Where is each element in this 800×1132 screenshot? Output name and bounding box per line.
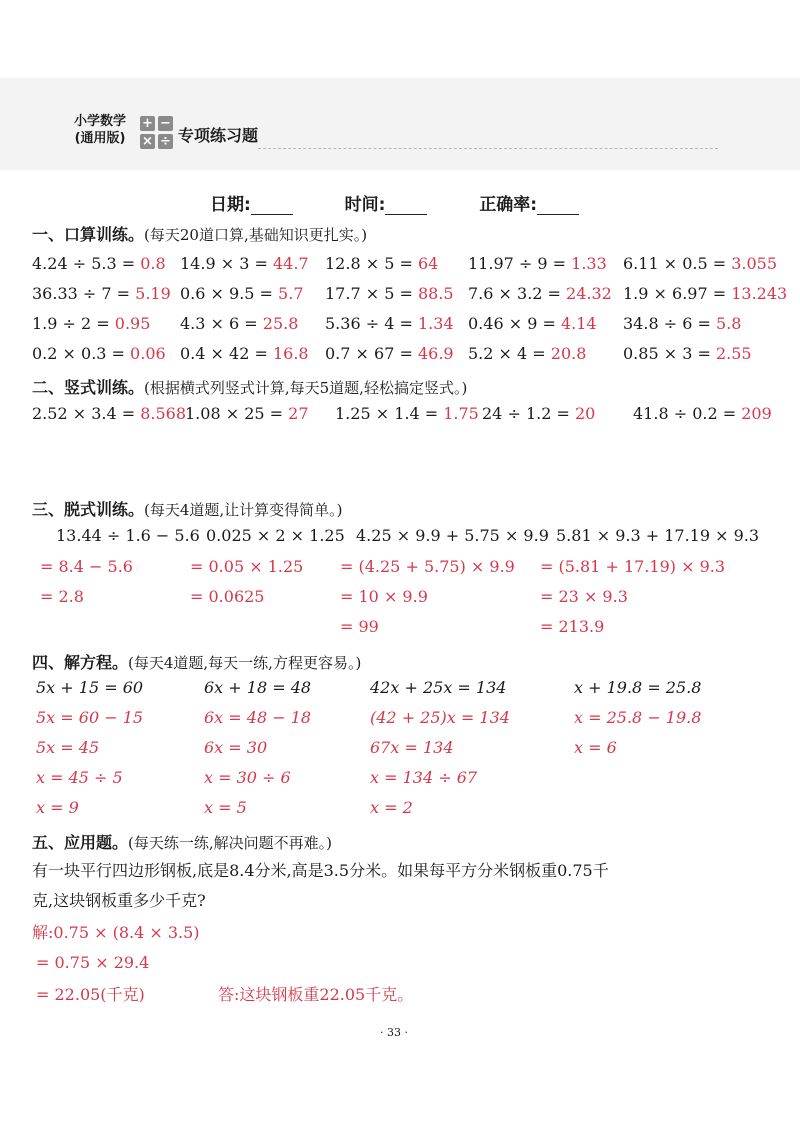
stepwise-step: = (4.25 + 5.75) × 9.9	[340, 557, 515, 576]
oral-problem	[180, 313, 298, 335]
oral-problem	[623, 343, 752, 365]
section-note: (每天4道题,每天一练,方程更容易。)	[128, 654, 362, 672]
answer-text: 5.8	[715, 314, 742, 333]
operator-icons	[140, 116, 174, 150]
equation-step: x = 2	[370, 798, 413, 817]
problem-text: 5.2 × 4 =	[468, 344, 551, 363]
problem-text: 11.97 ÷ 9 =	[468, 254, 572, 273]
answer-text: 64	[417, 254, 439, 273]
answer-text: 20	[574, 404, 596, 423]
equation-problem: 6x + 18 = 48	[204, 678, 312, 697]
problem-text: 0.2 × 0.3 =	[32, 344, 131, 363]
stepwise-step: = 0.05 × 1.25	[190, 557, 304, 576]
answer-text: 1.34	[417, 314, 454, 333]
oral-problem	[32, 253, 166, 275]
oral-problem	[325, 253, 438, 275]
section-word-problem-heading	[32, 830, 332, 853]
answer-text: 2.55	[715, 344, 752, 363]
oral-problem	[623, 283, 787, 305]
answer-text: 0.95	[114, 314, 151, 333]
plus-icon: +	[140, 116, 155, 131]
section-oral-heading	[32, 222, 367, 245]
section-vertical-heading	[32, 375, 467, 398]
oral-problem	[32, 313, 150, 335]
answer-text: 209	[741, 404, 772, 423]
problem-text: 1.9 × 6.97 =	[623, 284, 732, 303]
book-title	[74, 113, 126, 147]
date-label: 日期:	[210, 195, 251, 215]
stepwise-step: = 2.8	[40, 587, 84, 606]
divide-icon: ÷	[158, 134, 173, 149]
section-note: (每天20道口算,基础知识更扎实。)	[144, 226, 368, 244]
stepwise-step: = (5.81 + 17.19) × 9.3	[540, 557, 726, 576]
section-equation-heading	[32, 650, 361, 673]
answer-text: 8.568	[140, 404, 187, 423]
stepwise-step: = 99	[340, 617, 379, 636]
problem-text: 7.6 × 3.2 =	[468, 284, 567, 303]
problem-text: 41.8 ÷ 0.2 =	[633, 404, 742, 423]
practice-title: 专项练习题	[178, 126, 259, 145]
answer-text: 5.19	[135, 284, 171, 303]
problem-text: 0.85 × 3 =	[623, 344, 716, 363]
vertical-problem	[335, 403, 479, 425]
answer-text: 16.8	[272, 344, 309, 363]
oral-problem	[32, 283, 171, 305]
equation-step: 5x = 60 − 15	[36, 708, 144, 727]
stepwise-step: = 213.9	[540, 617, 605, 636]
stepwise-step: = 0.0625	[190, 587, 265, 606]
vertical-problem	[32, 403, 186, 425]
answer-text: 4.14	[560, 314, 597, 333]
section-title: 一、口算训练。	[32, 225, 145, 244]
vertical-problem	[633, 403, 772, 425]
problem-text: 5.36 ÷ 4 =	[325, 314, 418, 333]
equation-step: 5x = 45	[36, 738, 100, 757]
oral-problem	[32, 343, 166, 365]
stepwise-step: = 10 × 9.9	[340, 587, 428, 606]
oral-problem	[325, 283, 454, 305]
problem-text: 4.24 ÷ 5.3 =	[32, 254, 141, 273]
answer-text: 46.9	[417, 344, 454, 363]
section-note: (根据横式列竖式计算,每天5道题,轻松搞定竖式。)	[144, 379, 468, 397]
section-title: 三、脱式训练。	[32, 500, 145, 519]
answer-text: 25.8	[262, 314, 299, 333]
problem-text: 1.9 ÷ 2 =	[32, 314, 115, 333]
problem-text: 0.46 × 9 =	[468, 314, 561, 333]
word-problem-line2: 克,这块钢板重多少千克?	[32, 891, 206, 910]
problem-text: 36.33 ÷ 7 =	[32, 284, 136, 303]
solution-line1: 解:0.75 × (8.4 × 3.5)	[32, 923, 200, 942]
word-problem-line1: 有一块平行四边形钢板,底是8.4分米,高是3.5分米。如果每平方分米钢板重0.75千	[32, 861, 609, 880]
stepwise-problem: 0.025 × 2 × 1.25	[206, 526, 345, 545]
header-divider	[258, 148, 718, 149]
oral-problem	[180, 283, 304, 305]
answer-line: 答:这块钢板重22.05千克。	[218, 985, 414, 1004]
section-title: 五、应用题。	[32, 833, 129, 852]
book-title-line2: (通用版)	[74, 131, 126, 146]
equation-step: (42 + 25)x = 134	[370, 708, 510, 727]
accuracy-blank[interactable]	[537, 198, 579, 215]
problem-text: 24 ÷ 1.2 =	[482, 404, 575, 423]
oral-problem	[180, 343, 309, 365]
book-title-line1: 小学数学	[74, 114, 127, 129]
answer-text: 0.06	[130, 344, 166, 363]
oral-problem	[623, 253, 777, 275]
oral-problem	[468, 253, 607, 275]
answer-text: 1.75	[443, 404, 479, 423]
stepwise-problem: 4.25 × 9.9 + 5.75 × 9.9	[356, 526, 549, 545]
time-label: 时间:	[344, 195, 386, 215]
oral-problem	[468, 283, 612, 305]
answer-text: 27	[288, 404, 309, 423]
equation-step: 67x = 134	[370, 738, 454, 757]
stepwise-problem: 13.44 ÷ 1.6 − 5.6	[56, 526, 200, 545]
problem-text: 1.08 × 25 =	[185, 404, 289, 423]
equation-step: x = 5	[204, 798, 247, 817]
stepwise-step: = 23 × 9.3	[540, 587, 628, 606]
answer-text: 5.7	[278, 284, 304, 303]
answer-text: 44.7	[272, 254, 309, 273]
problem-text: 17.7 × 5 =	[325, 284, 418, 303]
answer-text: 13.243	[731, 284, 788, 303]
equation-problem: 5x + 15 = 60	[36, 678, 144, 697]
equation-step: 6x = 30	[204, 738, 268, 757]
vertical-problem	[482, 403, 595, 425]
stepwise-step: = 8.4 − 5.6	[40, 557, 133, 576]
equation-problem: 42x + 25x = 134	[370, 678, 507, 697]
problem-text: 12.8 × 5 =	[325, 254, 418, 273]
oral-problem	[325, 313, 454, 335]
problem-text: 0.6 × 9.5 =	[180, 284, 279, 303]
section-title: 二、竖式训练。	[32, 378, 145, 397]
equation-step: x = 45 ÷ 5	[36, 768, 123, 787]
equation-step: x = 9	[36, 798, 79, 817]
stepwise-problem: 5.81 × 9.3 + 17.19 × 9.3	[556, 526, 760, 545]
page-number: · 33 ·	[380, 1026, 408, 1039]
problem-text: 2.52 × 3.4 =	[32, 404, 141, 423]
minus-icon: −	[158, 116, 173, 131]
section-note: (每天4道题,让计算变得简单。)	[144, 501, 343, 519]
answer-text: 0.8	[140, 254, 166, 273]
problem-text: 0.4 × 42 =	[180, 344, 273, 363]
equation-step: x = 25.8 − 19.8	[574, 708, 702, 727]
problem-text: 1.25 × 1.4 =	[335, 404, 444, 423]
oral-problem	[623, 313, 741, 335]
section-title: 四、解方程。	[32, 653, 129, 672]
section-stepwise-heading	[32, 497, 343, 520]
problem-text: 0.7 × 67 =	[325, 344, 418, 363]
answer-text: 88.5	[417, 284, 454, 303]
equation-step: x = 30 ÷ 6	[204, 768, 291, 787]
accuracy-label: 正确率:	[479, 195, 538, 215]
vertical-problem	[185, 403, 309, 425]
solution-line3: = 22.05(千克)	[36, 985, 145, 1004]
oral-problem	[468, 313, 597, 335]
problem-text: 14.9 × 3 =	[180, 254, 273, 273]
equation-step: x = 134 ÷ 67	[370, 768, 478, 787]
multiply-icon: ×	[140, 134, 155, 149]
meta-row	[210, 190, 579, 215]
equation-step: x = 6	[574, 738, 617, 757]
equation-problem: x + 19.8 = 25.8	[574, 678, 702, 697]
answer-text: 1.33	[571, 254, 607, 273]
date-blank[interactable]	[251, 198, 293, 215]
oral-problem	[180, 253, 309, 275]
problem-text: 34.8 ÷ 6 =	[623, 314, 716, 333]
problem-text: 6.11 × 0.5 =	[623, 254, 732, 273]
problem-text: 4.3 × 6 =	[180, 314, 263, 333]
answer-text: 20.8	[550, 344, 587, 363]
solution-line2: = 0.75 × 29.4	[36, 953, 150, 972]
oral-problem	[325, 343, 454, 365]
answer-text: 3.055	[731, 254, 778, 273]
time-blank[interactable]	[385, 198, 427, 215]
equation-step: 6x = 48 − 18	[204, 708, 312, 727]
answer-text: 24.32	[566, 284, 612, 303]
oral-problem	[468, 343, 586, 365]
section-note: (每天练一练,解决问题不再难。)	[128, 834, 332, 852]
